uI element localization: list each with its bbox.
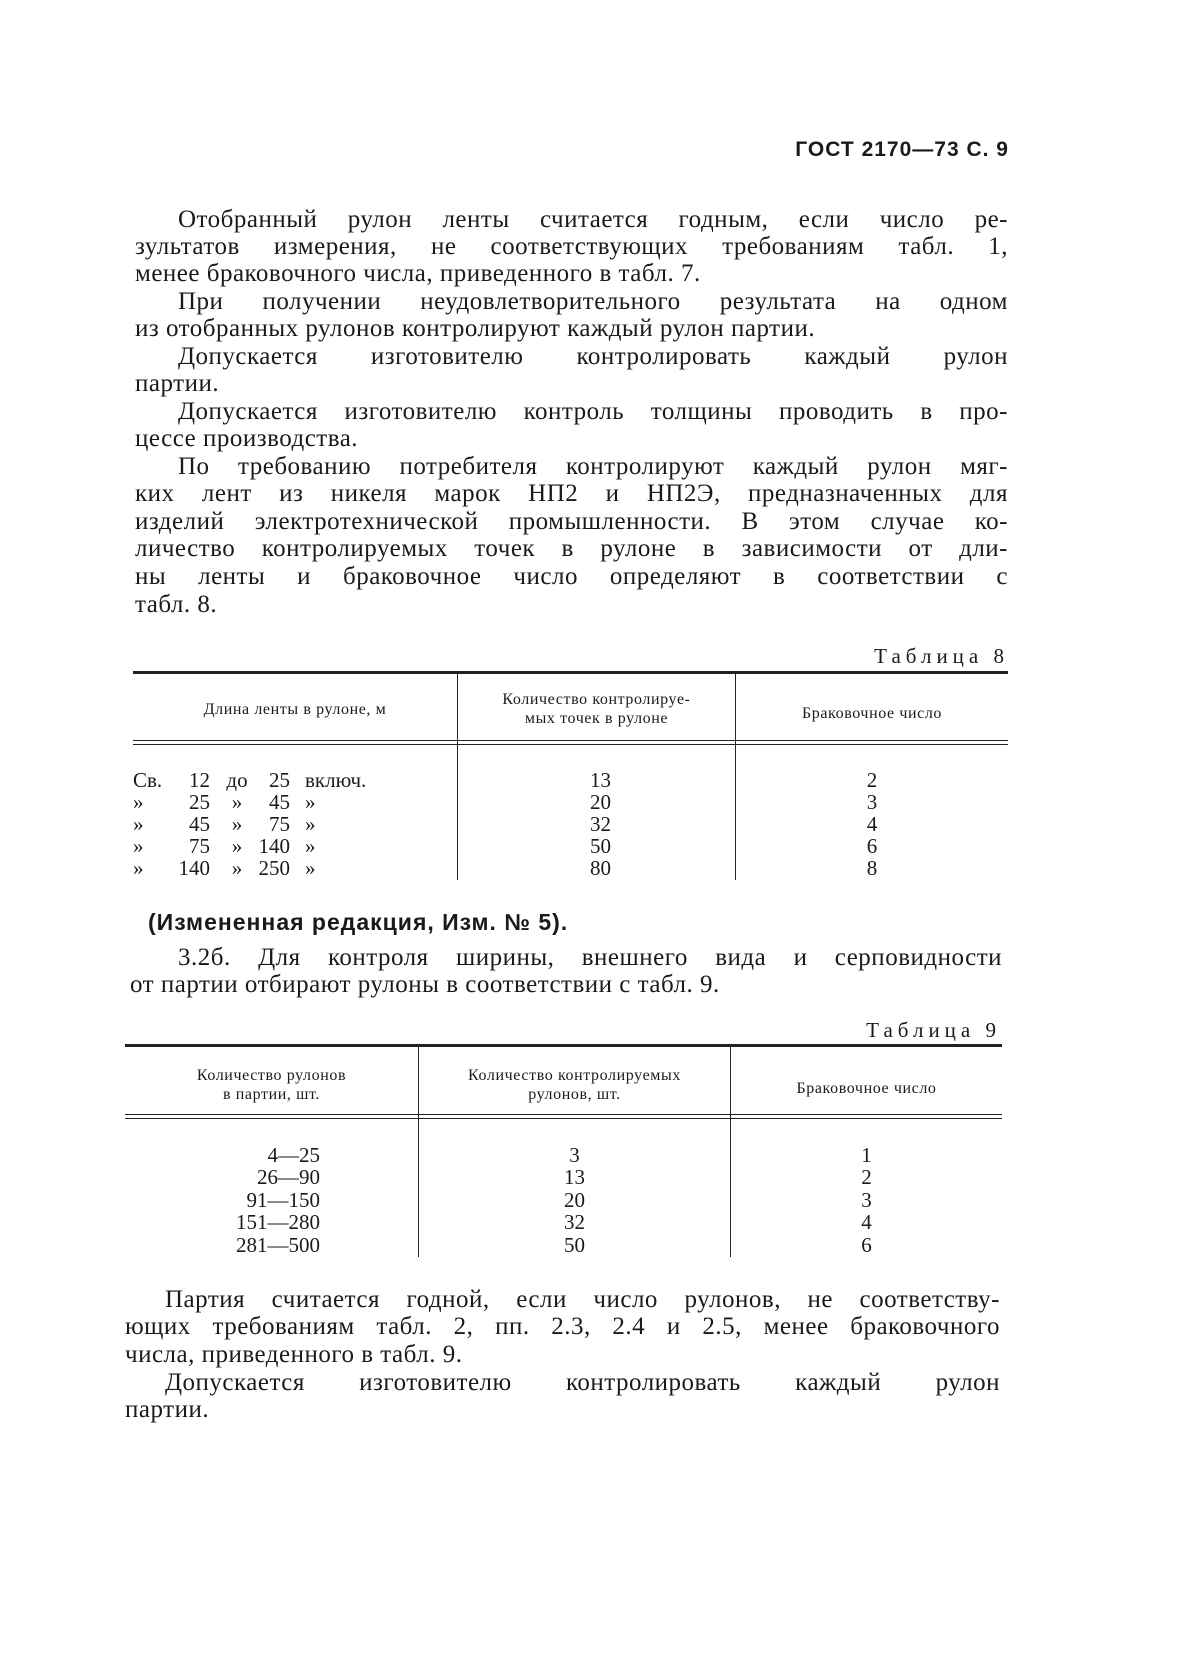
reject-number: 6 bbox=[861, 1233, 872, 1257]
text-line: числа, приведенного в табл. 9. bbox=[125, 1341, 463, 1368]
text-line: ких лент из никеля марок НП2 и НП2Э, предназначенных для bbox=[135, 480, 1008, 507]
amendment-note: (Измененная редакция, Изм. № 5). bbox=[148, 909, 569, 935]
reject-number: 8 bbox=[866, 856, 878, 880]
table8-header-rule bbox=[133, 740, 1008, 741]
text-line: партии. bbox=[135, 370, 220, 397]
table-row bbox=[0, 1144, 1187, 1166]
table-row bbox=[0, 835, 1187, 857]
table-row bbox=[0, 857, 1187, 879]
range-from: 75 bbox=[189, 834, 210, 858]
text-line: от партии отбирают рулоны в соответствии с табл. 9. bbox=[130, 971, 720, 998]
range-prefix: » bbox=[133, 834, 144, 858]
lot-size: 26—90 bbox=[257, 1165, 320, 1189]
range-from: 45 bbox=[189, 812, 210, 836]
reject-number: 1 bbox=[861, 1143, 872, 1167]
controlled-rolls: 13 bbox=[564, 1165, 585, 1189]
text-line: ны ленты и браковочное число определяют в соответствии с bbox=[135, 563, 1008, 590]
range-to: 140 bbox=[258, 834, 290, 858]
range-to: 250 bbox=[258, 856, 290, 880]
reject-number: 2 bbox=[866, 768, 878, 792]
controlled-rolls: 32 bbox=[564, 1210, 585, 1234]
range-prefix: » bbox=[133, 812, 144, 836]
table8-caption: Таблица 8 bbox=[874, 644, 1009, 668]
range-separator: » bbox=[231, 856, 243, 880]
table8-top-rule bbox=[133, 671, 1008, 674]
text-line: При получении неудовлетворительного результата на одном bbox=[178, 288, 1008, 315]
text-line: личество контролируемых точек в рулоне в зависимости от дли- bbox=[135, 535, 1008, 562]
reject-number: 6 bbox=[866, 834, 878, 858]
controlled-rolls: 3 bbox=[569, 1143, 580, 1167]
table9-caption: Таблица 9 bbox=[866, 1018, 1001, 1042]
text-line: изделий электротехнической промышленности. В этом случае ко- bbox=[135, 508, 1008, 535]
lot-size: 281—500 bbox=[236, 1233, 320, 1257]
table-row bbox=[0, 769, 1187, 791]
text-line: Партия считается годной, если число рулонов, не соответству- bbox=[165, 1286, 1000, 1313]
range-prefix: » bbox=[133, 856, 144, 880]
range-to: 45 bbox=[269, 790, 290, 814]
text-line: 3.2б. Для контроля ширины, внешнего вида и серповидности bbox=[178, 944, 1002, 971]
text-line: менее браковочного числа, приведенного в табл. 7. bbox=[135, 260, 701, 287]
range-to: 25 bbox=[269, 768, 290, 792]
table9-header-rule bbox=[125, 1114, 1002, 1115]
table-row bbox=[0, 1234, 1187, 1256]
control-points: 32 bbox=[590, 812, 611, 836]
table-row bbox=[0, 1189, 1187, 1211]
table8-header-rule bbox=[133, 744, 1008, 745]
control-points: 50 bbox=[590, 834, 611, 858]
range-from: 12 bbox=[189, 768, 210, 792]
table9-header-reject: Браковочное число bbox=[796, 1080, 937, 1097]
text-line: из отобранных рулонов контролируют каждый рулон партии. bbox=[135, 315, 816, 342]
table9-top-rule bbox=[125, 1044, 1002, 1047]
range-separator: до bbox=[226, 768, 248, 792]
table8-header-points: Количество контролируе- мых точек в рулоне bbox=[502, 691, 691, 727]
table-row bbox=[0, 1166, 1187, 1188]
text-line: партии. bbox=[125, 1396, 210, 1423]
control-points: 80 bbox=[590, 856, 611, 880]
range-from: 140 bbox=[178, 856, 210, 880]
range-suffix: » bbox=[305, 790, 316, 814]
table9-header-lot: Количество рулонов в партии, шт. bbox=[196, 1067, 347, 1103]
lot-size: 4—25 bbox=[267, 1143, 320, 1167]
reject-number: 4 bbox=[866, 812, 878, 836]
table9-header-rule bbox=[125, 1118, 1002, 1119]
table-row bbox=[0, 813, 1187, 835]
range-separator: » bbox=[231, 812, 243, 836]
text-line: Допускается изготовителю контролировать каждый рулон bbox=[165, 1369, 1000, 1396]
text-line: По требованию потребителя контролируют каждый рулон мяг- bbox=[178, 453, 1008, 480]
reject-number: 3 bbox=[866, 790, 878, 814]
range-from: 25 bbox=[189, 790, 210, 814]
text-line: цессе производства. bbox=[135, 425, 359, 452]
lot-size: 151—280 bbox=[236, 1210, 320, 1234]
range-suffix: » bbox=[305, 856, 316, 880]
range-separator: » bbox=[231, 834, 243, 858]
range-suffix: » bbox=[305, 812, 316, 836]
range-separator: » bbox=[231, 790, 243, 814]
range-to: 75 bbox=[269, 812, 290, 836]
reject-number: 4 bbox=[861, 1210, 872, 1234]
control-points: 13 bbox=[590, 768, 611, 792]
control-points: 20 bbox=[590, 790, 611, 814]
controlled-rolls: 20 bbox=[564, 1188, 585, 1212]
controlled-rolls: 50 bbox=[564, 1233, 585, 1257]
table-row bbox=[0, 1211, 1187, 1233]
table-row bbox=[0, 791, 1187, 813]
reject-number: 3 bbox=[861, 1188, 872, 1212]
text-line: зультатов измерения, не соответствующих требованиям табл. 1, bbox=[135, 233, 1008, 260]
table8-header-length: Длина ленты в рулоне, м bbox=[203, 701, 387, 718]
text-line: Допускается изготовителю контролировать каждый рулон bbox=[178, 343, 1008, 370]
text-line: табл. 8. bbox=[135, 591, 218, 618]
page-header: ГОСТ 2170—73 С. 9 bbox=[795, 138, 1009, 161]
text-line: ющих требованиям табл. 2, пп. 2.3, 2.4 и 2.5, менее браковочного bbox=[125, 1313, 1000, 1340]
range-prefix: Св. bbox=[133, 768, 163, 792]
table9-header-controlled: Количество контролируемых рулонов, шт. bbox=[468, 1067, 681, 1103]
range-suffix: » bbox=[305, 834, 316, 858]
text-line: Отобранный рулон ленты считается годным, если число ре- bbox=[178, 206, 1008, 233]
reject-number: 2 bbox=[861, 1165, 872, 1189]
range-prefix: » bbox=[133, 790, 144, 814]
table8-header-reject: Браковочное число bbox=[801, 705, 943, 722]
text-line: Допускается изготовителю контроль толщины проводить в про- bbox=[178, 398, 1008, 425]
lot-size: 91—150 bbox=[246, 1188, 320, 1212]
range-suffix: включ. bbox=[305, 768, 367, 792]
